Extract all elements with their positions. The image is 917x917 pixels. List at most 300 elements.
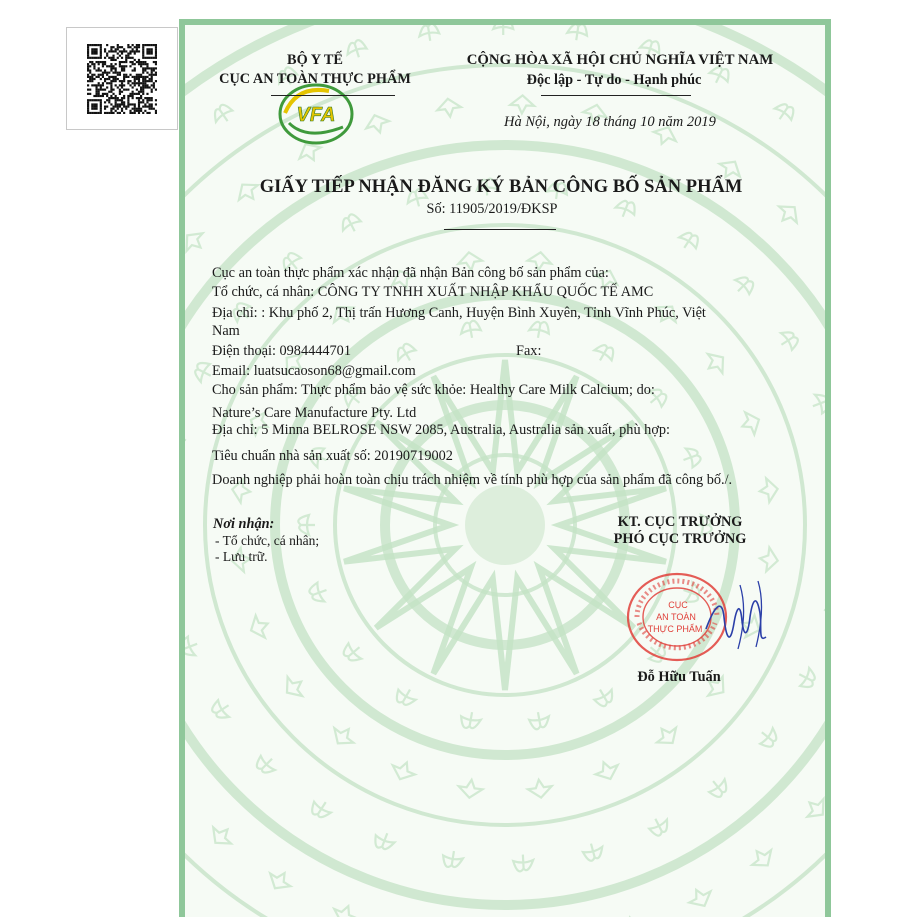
qr-module (106, 72, 108, 74)
pattern-shape (824, 253, 825, 283)
qr-module (151, 69, 153, 71)
qr-module (110, 112, 112, 114)
qr-module (151, 78, 153, 80)
qr-module (129, 46, 131, 48)
pattern-shape (676, 228, 702, 253)
qr-module (125, 50, 127, 52)
qr-module (123, 80, 125, 82)
qr-module (155, 74, 157, 76)
pattern-shape (389, 758, 418, 784)
qr-module (95, 76, 97, 78)
qr-module (121, 82, 123, 84)
qr-module (108, 78, 110, 80)
organization-line: Tổ chức, cá nhân: CÔNG TY TNHH XUẤT NHẬP KHẨU QUỐC TẾ AMC (212, 284, 654, 300)
qr-module (129, 50, 131, 52)
qr-module (95, 57, 97, 59)
qr-module (121, 108, 123, 110)
qr-module (146, 65, 148, 67)
qr-module (117, 52, 119, 54)
qr-module (121, 99, 123, 101)
pattern-shape (308, 797, 334, 822)
qr-module (119, 65, 121, 67)
qr-module (146, 101, 148, 103)
qr-module (146, 63, 148, 65)
qr-module (155, 67, 157, 69)
qr-module (102, 95, 104, 97)
pattern-shape (298, 515, 315, 535)
qr-module (125, 55, 127, 57)
qr-module (108, 99, 110, 101)
pattern-shape (705, 775, 731, 801)
qr-module (110, 108, 112, 110)
qr-module (134, 108, 136, 110)
qr-module (125, 61, 127, 63)
pattern-shape (731, 272, 757, 298)
qr-module (98, 74, 100, 76)
pattern-shape (652, 721, 682, 750)
qr-module (106, 44, 108, 46)
qr-module (119, 103, 121, 105)
qr-module (110, 84, 112, 86)
qr-module (93, 67, 95, 69)
qr-module (121, 80, 123, 82)
qr-module (104, 78, 106, 80)
qr-module (91, 48, 93, 50)
qr-module (136, 110, 138, 112)
qr-module (129, 84, 131, 86)
qr-module (104, 101, 106, 103)
qr-module (91, 108, 93, 110)
qr-module (104, 48, 106, 50)
qr-module (138, 93, 140, 95)
qr-module (121, 46, 123, 48)
qr-module (104, 69, 106, 71)
pattern-shape (758, 477, 779, 503)
qr-module (149, 78, 151, 80)
qr-module (93, 99, 95, 101)
qr-module (127, 103, 129, 105)
pattern-shape (340, 640, 366, 666)
qr-module (117, 78, 119, 80)
qr-module (142, 67, 144, 69)
qr-module (102, 74, 104, 76)
qr-module (115, 50, 117, 52)
qr-module (132, 48, 134, 50)
qr-module (100, 50, 102, 52)
email-line: Email: luatsucaoson68@gmail.com (212, 363, 416, 379)
qr-module (136, 108, 138, 110)
qr-module (149, 52, 151, 54)
stamp-text: CỤC (668, 600, 688, 610)
address-line-continued: Nam (212, 323, 240, 339)
qr-module (123, 89, 125, 91)
pattern-shape (795, 665, 819, 690)
qr-module (100, 52, 102, 54)
qr-module (87, 69, 89, 71)
qr-module (149, 48, 151, 50)
qr-module (142, 84, 144, 86)
qr-module (146, 93, 148, 95)
pattern-shape (185, 767, 186, 797)
qr-module (91, 78, 93, 80)
qr-module (138, 106, 140, 108)
qr-module (155, 110, 157, 112)
pattern-shape (821, 600, 825, 624)
qr-module (106, 112, 108, 114)
qr-module (144, 44, 146, 46)
qr-module (117, 103, 119, 105)
qr-module (138, 76, 140, 78)
handwritten-signature (700, 577, 780, 657)
qr-module (132, 76, 134, 78)
qr-module (123, 48, 125, 50)
qr-module (144, 69, 146, 71)
pattern-shape (253, 752, 279, 778)
qr-module (115, 80, 117, 82)
qr-module (104, 112, 106, 114)
qr-module (127, 76, 129, 78)
qr-module (89, 89, 91, 91)
qr-module (102, 65, 104, 67)
manufacturer-address-line: Địa chỉ: 5 Minna BELROSE NSW 2085, Australia, Australia sản xuất, phù hợp: (212, 422, 671, 438)
qr-module (93, 65, 95, 67)
qr-module (136, 82, 138, 84)
pattern-shape (210, 102, 236, 127)
qr-module (102, 63, 104, 65)
qr-module (93, 48, 95, 50)
qr-module (100, 106, 102, 108)
qr-module (119, 72, 121, 74)
qr-module (132, 63, 134, 65)
qr-module (121, 91, 123, 93)
qr-module (95, 44, 97, 46)
qr-module (149, 106, 151, 108)
qr-module (146, 52, 148, 54)
qr-module (146, 50, 148, 52)
qr-module (95, 86, 97, 88)
qr-module (100, 78, 102, 80)
qr-module (132, 86, 134, 88)
qr-module (110, 76, 112, 78)
qr-module (108, 65, 110, 67)
qr-module (123, 95, 125, 97)
qr-module (146, 112, 148, 114)
place-date: Hà Nội, ngày 18 tháng 10 năm 2019 (504, 114, 716, 130)
qr-module (112, 80, 114, 82)
qr-module (134, 93, 136, 95)
pattern-shape (338, 212, 363, 236)
qr-module (144, 97, 146, 99)
pattern-shape (372, 830, 397, 853)
qr-module (140, 82, 142, 84)
qr-module (115, 76, 117, 78)
qr-module (155, 46, 157, 48)
qr-module (115, 103, 117, 105)
pattern-shape (771, 100, 797, 125)
qr-module (115, 97, 117, 99)
qr-module (138, 108, 140, 110)
svg-text:VFA: VFA (296, 104, 336, 126)
qr-module (87, 110, 89, 112)
qr-module (144, 78, 146, 80)
qr-module (132, 108, 134, 110)
qr-module (104, 72, 106, 74)
signature-title-1: KT. CỤC TRƯỞNG (617, 514, 743, 530)
ministry-name: BỘ Y TẾ (287, 52, 343, 68)
qr-module (142, 61, 144, 63)
qr-module (112, 112, 114, 114)
qr-module (95, 99, 97, 101)
qr-module (108, 76, 110, 78)
qr-module (87, 101, 89, 103)
qr-module (87, 57, 89, 59)
qr-module (146, 80, 148, 82)
qr-module (91, 99, 93, 101)
qr-module (93, 57, 95, 59)
qr-module (91, 57, 93, 59)
qr-module (144, 57, 146, 59)
qr-module (106, 55, 108, 57)
qr-module (149, 50, 151, 52)
qr-module (142, 50, 144, 52)
qr-module (104, 80, 106, 82)
qr-module (136, 50, 138, 52)
pattern-shape (591, 685, 617, 709)
qr-module (138, 59, 140, 61)
qr-module (149, 74, 151, 76)
qr-module (138, 97, 140, 99)
qr-module (91, 106, 93, 108)
qr-module (112, 72, 114, 74)
qr-module (140, 76, 142, 78)
qr-module (146, 44, 148, 46)
qr-module (132, 69, 134, 71)
qr-module (91, 103, 93, 105)
qr-module (149, 67, 151, 69)
qr-module (140, 101, 142, 103)
qr-module (138, 112, 140, 114)
qr-module (87, 106, 89, 108)
qr-module (136, 93, 138, 95)
responsibility-line: Doanh nghiệp phải hoàn toàn chịu trách nhiệm về tính phù hợp của sản phẩm đã công bố./. (212, 472, 733, 488)
qr-module (151, 57, 153, 59)
pattern-shape (493, 25, 513, 35)
qr-module (89, 80, 91, 82)
recipient-item: - Lưu trữ. (215, 549, 268, 564)
qr-module (108, 97, 110, 99)
qr-module (89, 93, 91, 95)
qr-module (119, 84, 121, 86)
qr-module (155, 61, 157, 63)
qr-module (89, 69, 91, 71)
qr-module (95, 106, 97, 108)
qr-module (117, 46, 119, 48)
manufacturer-line: Nature’s Care Manufacture Pty. Ltd (212, 405, 417, 421)
qr-module (119, 80, 121, 82)
qr-module (100, 110, 102, 112)
qr-module (140, 108, 142, 110)
pattern-shape (393, 341, 419, 365)
qr-module (119, 93, 121, 95)
qr-module (140, 89, 142, 91)
pattern-shape (591, 341, 617, 365)
qr-module (132, 112, 134, 114)
qr-module (117, 99, 119, 101)
qr-module (115, 72, 117, 74)
qr-module (93, 84, 95, 86)
qr-module (132, 91, 134, 93)
qr-module (138, 91, 140, 93)
qr-module (134, 67, 136, 69)
pattern-shape (528, 710, 551, 730)
qr-module (117, 72, 119, 74)
pattern-shape (457, 778, 483, 799)
pattern-shape (209, 697, 234, 723)
pattern-shape (206, 821, 236, 850)
qr-module (115, 110, 117, 112)
qr-module (102, 82, 104, 84)
qr-module (91, 74, 93, 76)
qr-module (149, 86, 151, 88)
qr-module (140, 61, 142, 63)
qr-module (153, 84, 155, 86)
qr-module (100, 44, 102, 46)
qr-module (140, 86, 142, 88)
qr-module (89, 76, 91, 78)
pattern-shape (646, 814, 671, 838)
qr-module (100, 108, 102, 110)
qr-module (91, 52, 93, 54)
qr-module (98, 93, 100, 95)
qr-module (132, 93, 134, 95)
qr-module (98, 112, 100, 114)
qr-module (87, 46, 89, 48)
qr-module (110, 57, 112, 59)
qr-module (134, 69, 136, 71)
qr-module (155, 52, 157, 54)
qr-module (138, 80, 140, 82)
qr-module (121, 61, 123, 63)
qr-module (138, 110, 140, 112)
qr-module (91, 63, 93, 65)
qr-module (121, 52, 123, 54)
qr-module (104, 106, 106, 108)
qr-module (123, 112, 125, 114)
qr-module (142, 52, 144, 54)
qr-module (106, 82, 108, 84)
pattern-shape (510, 95, 535, 114)
signature-title-2: PHÓ CỤC TRƯỞNG (613, 531, 747, 547)
qr-module (93, 52, 95, 54)
qr-code-frame (66, 27, 178, 130)
pattern-shape (265, 867, 295, 895)
qr-module (153, 86, 155, 88)
qr-module (123, 101, 125, 103)
qr-module (140, 65, 142, 67)
qr-module (140, 95, 142, 97)
pattern-shape (436, 97, 462, 118)
qr-module (95, 93, 97, 95)
qr-module (95, 84, 97, 86)
pattern-shape (465, 485, 545, 565)
qr-module (102, 72, 104, 74)
qr-module (115, 48, 117, 50)
qr-module (112, 46, 114, 48)
qr-module (129, 52, 131, 54)
qr-module (115, 69, 117, 71)
qr-module (127, 95, 129, 97)
qr-module (125, 106, 127, 108)
standard-line: Tiêu chuẩn nhà sản xuất số: 20190719002 (212, 448, 453, 464)
pattern-shape (738, 408, 764, 437)
qr-module (134, 103, 136, 105)
qr-module (155, 112, 157, 114)
qr-module (136, 74, 138, 76)
qr-module (142, 46, 144, 48)
qr-module (142, 93, 144, 95)
pattern-shape (307, 581, 330, 605)
qr-module (115, 106, 117, 108)
qr-module (146, 67, 148, 69)
qr-module (149, 97, 151, 99)
pattern-shape (441, 849, 463, 869)
stamp-text: AN TOÀN (656, 612, 696, 622)
qr-module (142, 99, 144, 101)
qr-module (112, 59, 114, 61)
qr-module (89, 44, 91, 46)
qr-module (102, 93, 104, 95)
qr-module (87, 65, 89, 67)
qr-module (136, 97, 138, 99)
qr-module (132, 97, 134, 99)
qr-module (115, 99, 117, 101)
qr-module (121, 84, 123, 86)
qr-module (110, 50, 112, 52)
qr-module (110, 103, 112, 105)
qr-module (95, 61, 97, 63)
qr-module (142, 55, 144, 57)
qr-module (117, 57, 119, 59)
qr-module (132, 82, 134, 84)
qr-module (91, 44, 93, 46)
qr-module (121, 67, 123, 69)
qr-module (132, 61, 134, 63)
qr-module (112, 89, 114, 91)
pattern-shape (459, 320, 482, 340)
qr-module (95, 89, 97, 91)
qr-module (87, 67, 89, 69)
qr-module (142, 63, 144, 65)
qr-code-icon (87, 44, 157, 114)
qr-module (95, 48, 97, 50)
qr-module (112, 108, 114, 110)
qr-module (110, 65, 112, 67)
qr-module (121, 50, 123, 52)
qr-module (153, 44, 155, 46)
qr-module (149, 44, 151, 46)
qr-module (95, 50, 97, 52)
qr-module (112, 50, 114, 52)
qr-module (110, 95, 112, 97)
qr-module (151, 67, 153, 69)
qr-module (149, 108, 151, 110)
qr-module (140, 97, 142, 99)
qr-module (151, 84, 153, 86)
qr-module (100, 103, 102, 105)
qr-module (87, 103, 89, 105)
qr-module (134, 78, 136, 80)
qr-module (144, 86, 146, 88)
